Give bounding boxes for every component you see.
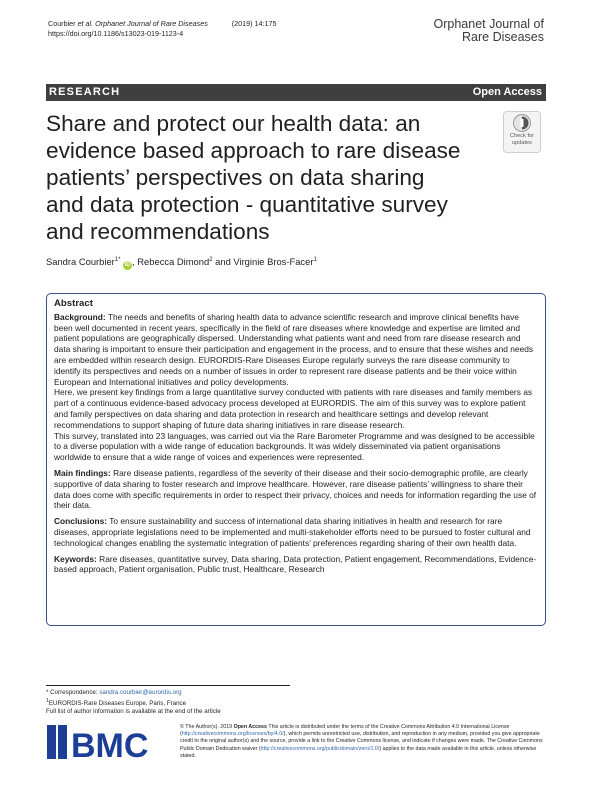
journal-logo xyxy=(434,18,545,44)
journal-name-line1: Orphanet Journal of xyxy=(433,17,544,31)
cc-by-license-link[interactable]: http://creativecommons.org/licenses/by/4.0/ xyxy=(181,731,284,738)
orcid-icon[interactable]: iD xyxy=(124,262,131,268)
full-author-info-note: Full list of author information is available at the end of the article xyxy=(46,708,221,716)
author-name[interactable]: and Virginie Bros-Facer xyxy=(212,256,314,267)
author-affiliation-sup: 1 xyxy=(313,256,317,263)
cc0-waiver-link[interactable]: http://creativecommons.org/publicdomain/zero/1.0/ xyxy=(260,745,380,752)
check-for-updates-label: Check for updates xyxy=(510,133,534,146)
check-for-updates-icon[interactable] xyxy=(503,111,541,153)
license-text: © The Author(s). 2019 Open Access This article is distributed under the terms of the Creative Commons Attribution 4.0 International License (http://creativecommons.org/licenses/by/4.0/), which permits unrestricted use, distribution, and reproduction in any medium, provided you give appropriate credit to the original author(s) and the source, provide a link to the Creative Commons license, and indicate if changes were made. The Creative Commons Public Domain Dedication waiver (http://creativecommons.org/publicdomain/zero/1.0/) applies to the data made available in this article, unless otherwise stated. xyxy=(180,724,543,759)
running-header xyxy=(48,19,277,39)
doi-link[interactable]: https://doi.org/10.1186/s13023-019-1123-4 xyxy=(48,29,184,38)
keywords-paragraph: Keywords: Rare diseases, quantitative survey, Data sharing, Data protection, Patient engagement, Recommendations, Evidence-based approach, Patient organisation, Public trust, Healthcare, Research xyxy=(54,553,537,575)
citation-year: (2019) 14:175 xyxy=(231,19,277,28)
footnotes: * Correspondence: sandra.courbier@eurordis.org $^1$EURORDIS-Rare Diseases Europe, Paris, France Full list of author information is available at the end of the article xyxy=(46,689,221,716)
correspondence-email-link[interactable]: sandra.courbier@eurordis.org xyxy=(99,689,182,696)
abstract-box xyxy=(46,293,546,626)
author-name[interactable]: Sandra Courbier xyxy=(46,256,115,267)
svg-text:BMC: BMC xyxy=(71,727,149,763)
author-list xyxy=(46,256,317,270)
author-affiliation-sup: 1* xyxy=(114,256,121,263)
conclusions-paragraph: Conclusions: To ensure sustainability and success of international data sharing initiatives in health and research for rare diseases, appropriate legislations need to be implemented and multi-stakeholder efforts need to be pursued to foster cultural and technological changes enabling the systematic integration of patients’ preferences regarding sharing of their own health data. xyxy=(54,516,531,548)
author-name[interactable]: , Rebecca Dimond xyxy=(132,256,210,267)
bmc-logo-icon xyxy=(46,717,158,763)
article-title: Share and protect our health data: an evidence based approach to rare disease patients’ perspectives on data sharing and data protection - quantitative survey and recommendations xyxy=(46,111,461,244)
author-affiliation-sup: 2 xyxy=(209,256,213,263)
background-paragraph: This survey, translated into 23 languages, was carried out via the Rare Barometer Programme and was designed to be accessible to a diverse population with a wide range of education backgrounds. It was widely disseminated via patient organisations worldwide to ensure that a wide range of voices and experiences were represented. xyxy=(54,430,535,463)
abstract-heading: Abstract xyxy=(54,298,93,309)
main-findings-paragraph: Main findings: Rare disease patients, regardless of the severity of their disease and their socio-demographic profile, are clearly supportive of data sharing to foster research and improve healthcare. However, rare disease patients’ willingness to share their data does come with specific requirements in order to respect their privacy, choices and needs for information regarding the use of their data. xyxy=(54,467,537,511)
affiliation: EURORDIS-Rare Diseases Europe, Paris, France xyxy=(48,700,187,708)
section-label: RESEARCH xyxy=(49,86,121,98)
open-access-label: Open Access xyxy=(472,86,542,98)
section-banner xyxy=(46,84,546,101)
background-paragraph: Background: The needs and benefits of sharing health data to advance scientific research and improve clinical benefits have been well documented in recent years, specifically in the field of rare diseases where knowledge and expertise are limited and patient populations are geographically dispersed. Understanding what patients want and need from rare disease research and data sharing is important to ensure their participation and engagement in the process, and to ensure that these wishes and needs are embedded within research design. EURORDIS-Rare Diseases Europe regularly surveys the rare disease community to identify its perspectives and needs on a number of issues in order to represent rare disease patients and be their voice within European and International initiatives and policy developments. xyxy=(54,311,534,387)
journal-name-line2: Rare Diseases xyxy=(462,30,544,44)
footnote-divider xyxy=(46,685,290,686)
citation-journal: et al. Orphanet Journal of Rare Diseases xyxy=(77,19,208,28)
citation-authors: Courbier xyxy=(48,19,78,28)
background-paragraph: Here, we present key findings from a large quantitative survey conducted with patients with rare diseases and family members as part of a continuous evidence-based advocacy process developed at EURORDIS. The aim of this survey was to explore patient and family perspectives on data sharing and data protection in research and healthcare settings and develop relevant recommendations to support shaping of future data sharing initiatives in rare disease research. xyxy=(54,387,533,430)
correspondence-label: * Correspondence: xyxy=(46,689,100,696)
